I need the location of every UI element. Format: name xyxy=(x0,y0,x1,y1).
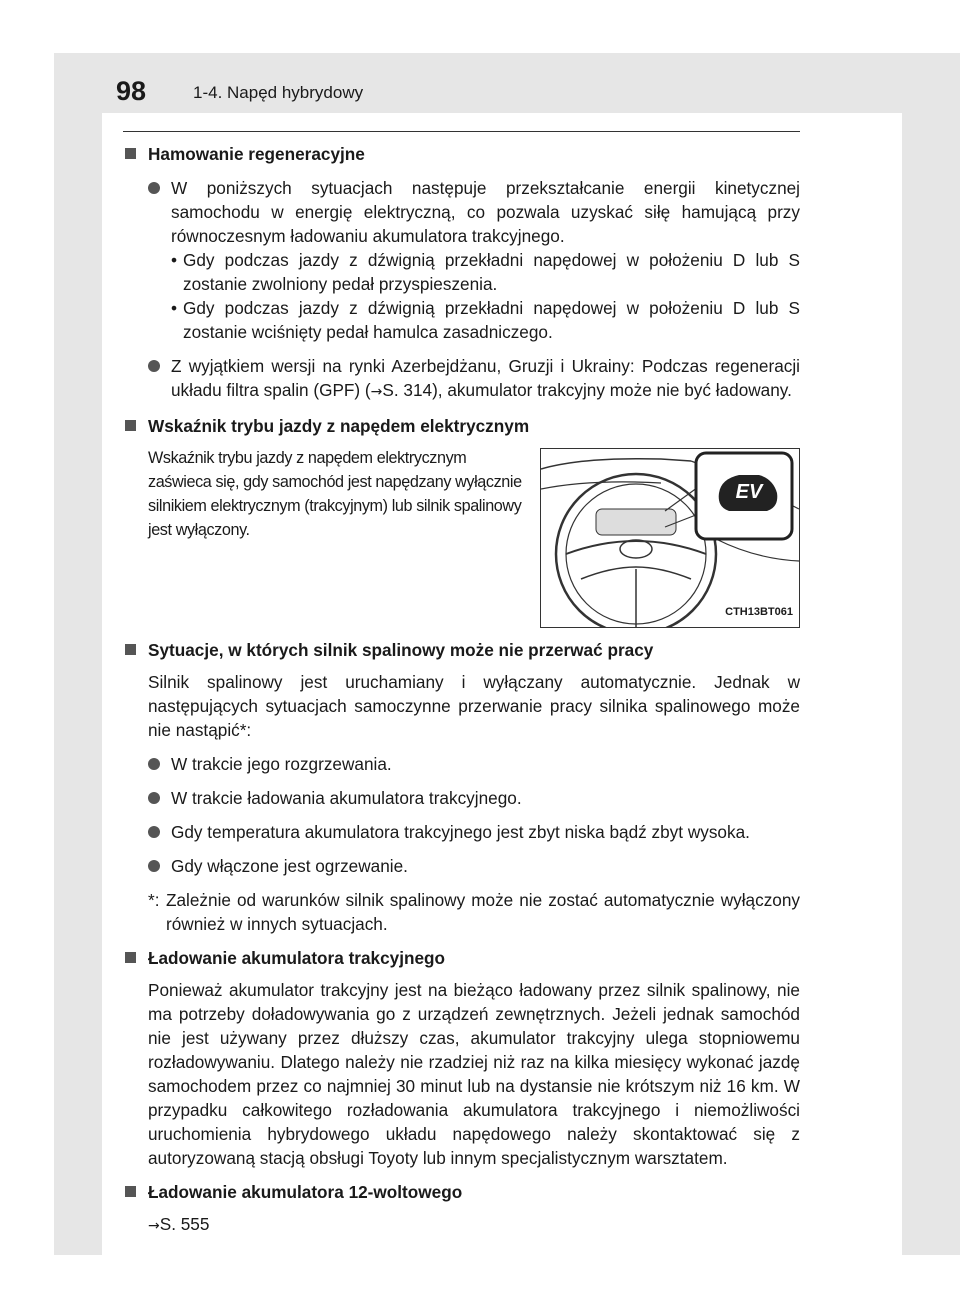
page-content xyxy=(123,142,800,1238)
footnote-text: Zależnie od warunków silnik spalinowy może nie zostać automatycznie wyłączony również w innych sytuacjach. xyxy=(166,890,800,934)
list-item: Gdy temperatura akumulatora trakcyjnego jest zbyt niska bądź zbyt wysoka. xyxy=(123,820,800,844)
right-margin-band xyxy=(902,53,960,1255)
heading-traction-battery: Ładowanie akumulatora trakcyjnego xyxy=(123,946,800,970)
bullet-text: W poniższych sytuacjach następuje przekształcanie energii kinetycznej samochodu w energię elektryczną, co pozwala uzyskać siłę hamującą przy równoczesnym ładowaniu akumulatora trakcyjnego. xyxy=(171,178,800,246)
bullet-text-b: ), akumulator trakcyjny może nie być ładowany. xyxy=(432,380,792,400)
footnote-mark: *: xyxy=(148,890,160,910)
page-reference-link[interactable]: S. 314 xyxy=(382,380,433,400)
sub-item-brake xyxy=(171,296,800,344)
ev-indicator-text: Wskaźnik trybu jazdy z napędem elektrycznym zaświeca się, gdy samochód jest napędzany wyłącznie silnikiem elektrycznym (trakcyjnym) lub silnik spalinowy jest wyłączony. xyxy=(148,449,522,539)
arrow-icon: → xyxy=(148,1218,160,1234)
heading-engine-stop: Sytuacje, w których silnik spalinowy może nie przerwać pracy xyxy=(123,638,800,662)
figure-code: CTH13BT061 xyxy=(725,606,793,618)
heading-regenerative-braking: Hamowanie regeneracyjne xyxy=(123,142,800,166)
section-title: 1-4. Napęd hybrydowy xyxy=(193,83,364,102)
sub-bullet-dot: • xyxy=(171,250,178,270)
list-item: W trakcie ładowania akumulatora trakcyjnego. xyxy=(123,786,800,810)
sub-item-text: Gdy podczas jazdy z dźwignią przekładni napędowej w położeniu D lub S zostanie wciśnięty pedał hamulca zasadniczego. xyxy=(183,298,800,342)
bullet-regenerative-1 xyxy=(123,176,800,344)
ev-indicator-block xyxy=(123,446,800,628)
list-item: Gdy włączone jest ogrzewanie. xyxy=(123,854,800,878)
traction-battery-text: Ponieważ akumulator trakcyjny jest na bieżąco ładowany przez silnik spalinowy, nie ma potrzeby doładowywania go z urządzeń zewnętrznych. Jeżeli jednak samochód nie jest używany przez dłuższy czas, akumulator trakcyjny ulega stopniowemu rozładowywaniu. Dlatego należy nie rzadziej niż raz na kilka miesięcy wykonać jazdę samochodem przez co najmniej 30 minut lub na dystansie nie krótszym niż 16 km. W przypadku całkowitego rozładowania akumulatora trakcyjnego i niemożliwości uruchomienia hybrydowego układu napędowego należy skontaktować się z autoryzowaną stacją obsługi Toyoty lub innym specjalistycznym warsztatem. xyxy=(148,980,800,1168)
engine-stop-intro: Silnik spalinowy jest uruchamiany i wyłączany automatycznie. Jednak w następujących sytuacjach samoczynne przerwanie pracy silnika spalinowego może nie nastąpić*: xyxy=(148,672,800,740)
list-item: W trakcie jego rozgrzewania. xyxy=(123,752,800,776)
header-rule xyxy=(123,131,800,132)
sub-item-accelerator xyxy=(171,248,800,296)
sub-item-text: Gdy podczas jazdy z dźwignią przekładni napędowej w położeniu D lub S zostanie zwolniony pedał przyspieszenia. xyxy=(183,250,800,294)
bullet-regenerative-2 xyxy=(123,354,800,404)
page-reference-link[interactable]: S. 555 xyxy=(159,1214,210,1234)
dashboard-illustration xyxy=(540,448,800,628)
heading-ev-indicator: Wskaźnik trybu jazdy z napędem elektrycznym xyxy=(123,414,800,438)
ev-indicator-icon: EV xyxy=(735,481,763,503)
page-number: 98 xyxy=(116,76,147,106)
heading-12v-battery: Ładowanie akumulatora 12-woltowego xyxy=(123,1180,800,1204)
footnote xyxy=(123,888,800,936)
left-margin-band xyxy=(54,53,102,1255)
sub-bullet-dot: • xyxy=(171,298,178,318)
bullet-text-a: Z wyjątkiem wersji na rynki Azerbejdżanu, Gruzji i Ukrainy: Podczas regeneracji układu filtra spalin (GPF) ( xyxy=(171,356,800,400)
arrow-icon: → xyxy=(370,384,383,400)
reference-12v xyxy=(123,1212,800,1238)
